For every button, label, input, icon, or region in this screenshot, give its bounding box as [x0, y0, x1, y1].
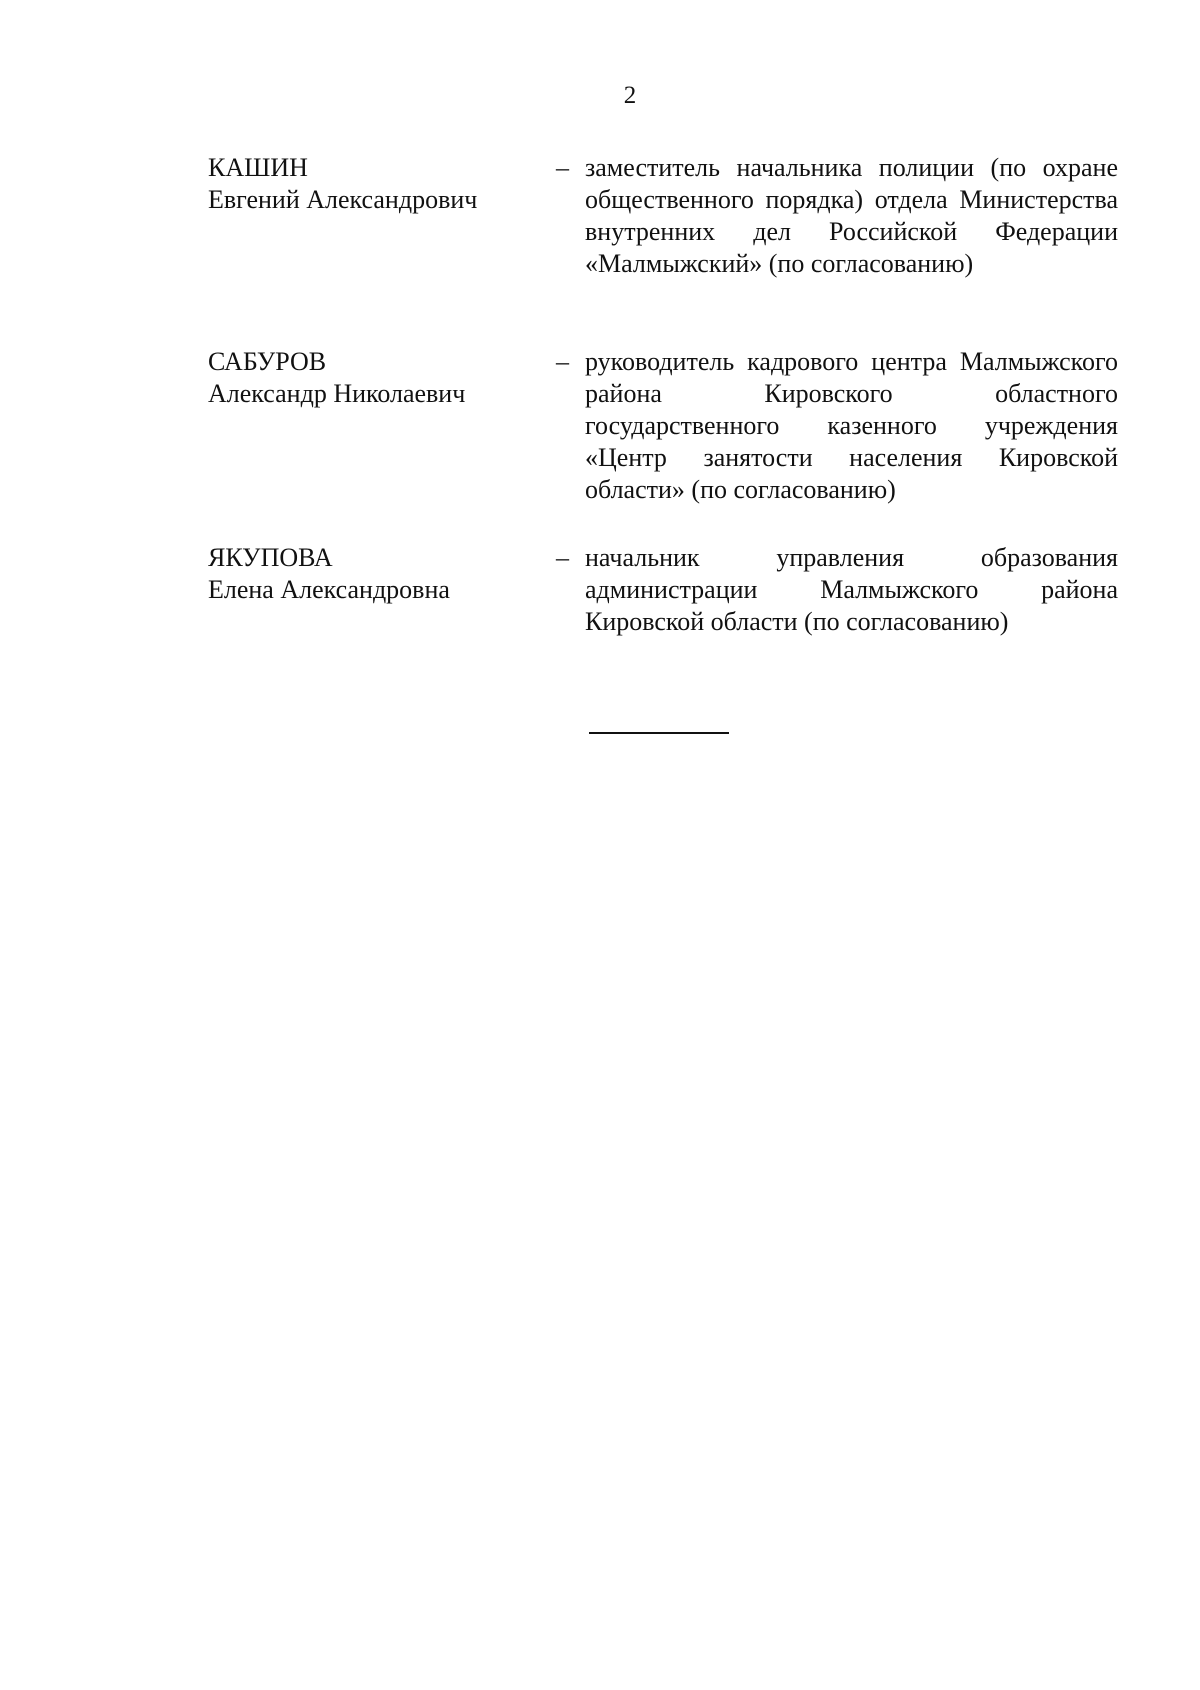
member-name	[208, 346, 548, 410]
separator-dash: –	[556, 543, 569, 572]
member-surname: КАШИН	[208, 153, 308, 182]
member-surname: САБУРОВ	[208, 347, 327, 376]
member-surname: ЯКУПОВА	[208, 543, 333, 572]
end-divider	[589, 732, 729, 734]
member-given-names: Александр Николаевич	[208, 379, 466, 408]
member-name	[208, 152, 548, 216]
member-position: руководитель кадрового центра Малмыжского района Кировского областного государственного казенного учреждения «Центр занятости населения Кировской области» (по согласованию)	[585, 347, 1118, 504]
page-number: 2	[623, 82, 637, 109]
member-name	[208, 542, 548, 606]
member-position: заместитель начальника полиции (по охране общественного порядка) отдела Министерства внутренних дел Российской Федерации «Малмыжский» (по согласованию)	[585, 153, 1118, 278]
member-given-names: Елена Александровна	[208, 575, 450, 604]
member-given-names: Евгений Александрович	[208, 185, 478, 214]
separator-dash: –	[556, 347, 569, 376]
separator-dash: –	[556, 153, 569, 182]
member-position: начальник управления образования администрации Малмыжского района Кировской области (по согласованию)	[585, 543, 1118, 636]
